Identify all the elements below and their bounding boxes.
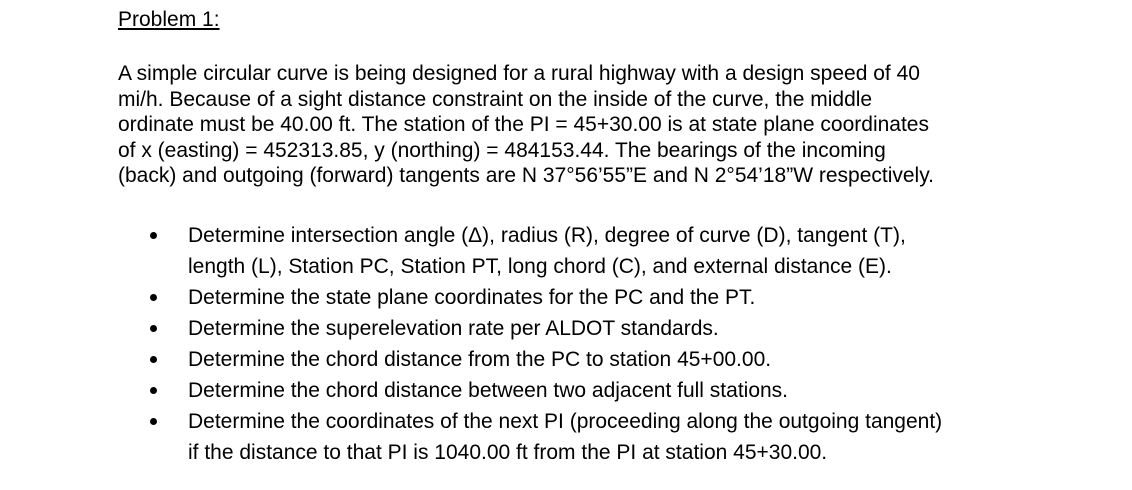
statement-line: A simple circular curve is being designed for a rural highway with a design speed of 40 (118, 62, 920, 85)
task-item (0, 313, 1132, 344)
task-text (188, 406, 942, 468)
bullet-dot-icon (150, 294, 157, 301)
statement-line: of x (easting) = 452313.85, y (northing) = 484153.44. The bearings of the incoming (118, 138, 886, 162)
statement-line: mi/h. Because of a sight distance constraint on the inside of the curve, the middle (118, 87, 873, 111)
task-line: if the distance to that PI is 1040.00 ft from the PI at station 45+30.00. (188, 441, 828, 464)
bullet-dot-icon (150, 418, 157, 425)
problem-statement (118, 61, 1118, 189)
task-line: Determine intersection angle (Δ), radius (R), degree of curve (D), tangent (T), (188, 224, 906, 247)
task-line: Determine the superelevation rate per ALDOT standards. (188, 317, 719, 340)
bullet-dot-icon (150, 325, 157, 332)
bullet-dot-icon (150, 356, 157, 363)
bullet-dot-icon (150, 232, 157, 239)
task-item (0, 344, 1132, 375)
task-line: Determine the coordinates of the next PI (proceeding along the outgoing tangent) (188, 410, 943, 433)
statement-line: ordinate must be 40.00 ft. The station of the PI = 45+30.00 is at state plane coordinates (118, 113, 929, 136)
task-item (0, 406, 1132, 468)
task-item (0, 375, 1132, 406)
statement-line: (back) and outgoing (forward) tangents are N 37°56’55”E and N 2°54’18”W respectively. (118, 164, 934, 187)
task-line: Determine the chord distance from the PC to station 45+00.00. (188, 348, 772, 371)
task-text (188, 313, 719, 344)
task-line: Determine the chord distance between two adjacent full stations. (188, 379, 789, 402)
task-text (188, 282, 755, 313)
task-text (188, 375, 788, 406)
bullet-dot-icon (150, 387, 157, 394)
task-line: length (L), Station PC, Station PT, long chord (C), and external distance (E). (188, 255, 892, 278)
task-item (0, 220, 1132, 282)
task-line: Determine the state plane coordinates for the PC and the PT. (188, 286, 756, 309)
task-text (188, 220, 906, 282)
task-item (0, 282, 1132, 313)
problem-title: Problem 1: (118, 8, 220, 31)
task-list (0, 220, 1132, 468)
task-text (188, 344, 771, 375)
